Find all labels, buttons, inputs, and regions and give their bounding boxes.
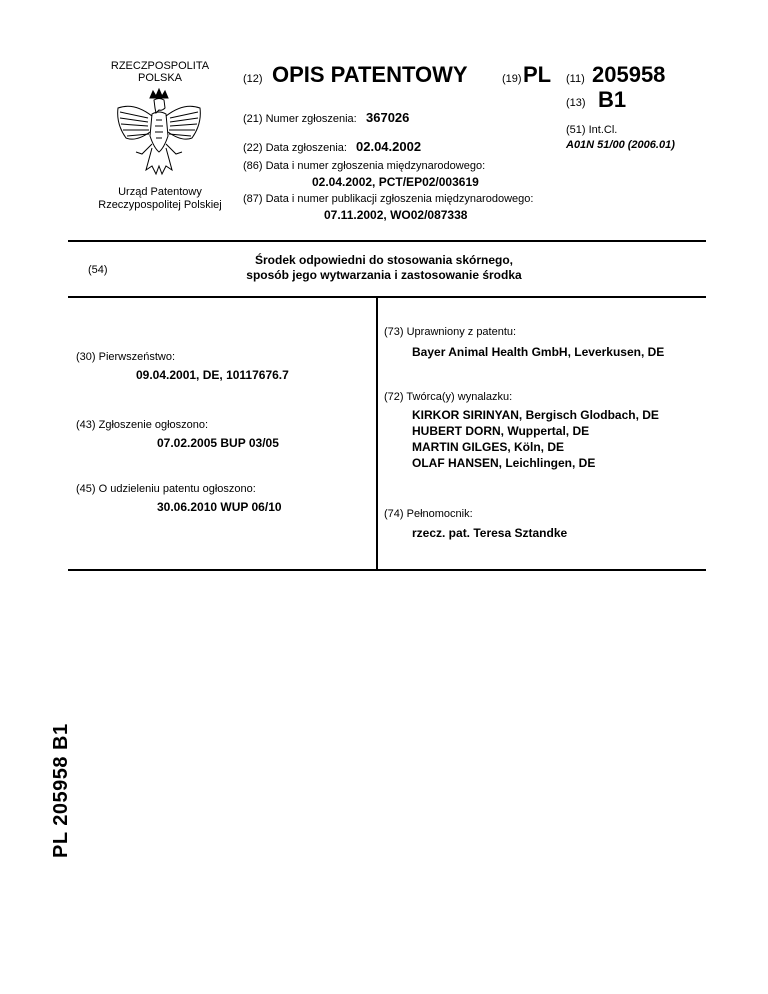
code-54: (54) <box>88 264 108 276</box>
field-22-value: 02.04.2002 <box>356 139 422 154</box>
country-code: PL <box>523 62 552 87</box>
kind-code: B1 <box>598 87 627 112</box>
polish-eagle-emblem <box>112 86 206 178</box>
field-73-label: (73) Uprawniony z patentu: <box>384 326 517 338</box>
patent-number: 205958 <box>592 62 666 87</box>
field-43-value: 07.02.2005 BUP 03/05 <box>157 436 279 450</box>
field-45-value: 30.06.2010 WUP 06/10 <box>157 500 282 514</box>
field-74-label: (74) Pełnomocnik: <box>384 508 473 520</box>
field-21-value: 367026 <box>366 110 410 125</box>
field-86-value: 02.04.2002, PCT/EP02/003619 <box>312 175 479 189</box>
field-86-label: (86) Data i numer zgłoszenia międzynarodowego: <box>243 160 486 172</box>
field-22-label: (22) Data zgłoszenia: <box>243 142 347 154</box>
inventor-3: MARTIN GILGES, Köln, DE <box>412 440 564 454</box>
rule-vertical <box>376 296 378 570</box>
field-72-label: (72) Twórca(y) wynalazku: <box>384 391 513 403</box>
inventor-2: HUBERT DORN, Wuppertal, DE <box>412 424 590 438</box>
field-43-label: (43) Zgłoszenie ogłoszono: <box>76 419 209 431</box>
rule-bottom <box>68 569 706 571</box>
country-name-line1: RZECZPOSPOLITA <box>110 60 210 72</box>
field-51-label: (51) Int.Cl. <box>566 124 618 136</box>
field-45-label: (45) O udzieleniu patentu ogłoszono: <box>76 483 256 495</box>
field-74-value: rzecz. pat. Teresa Sztandke <box>412 526 568 540</box>
field-87-value: 07.11.2002, WO02/087338 <box>324 208 468 222</box>
inventor-1: KIRKOR SIRINYAN, Bergisch Glodbach, DE <box>412 408 659 422</box>
rule-middle <box>68 296 706 298</box>
side-patent-id: PL 205958 B1 <box>50 723 72 858</box>
field-51-value: A01N 51/00 (2006.01) <box>566 139 675 151</box>
title-line2: sposób jego wytwarzania i zastosowanie środka <box>246 268 522 282</box>
field-73-value: Bayer Animal Health GmbH, Leverkusen, DE <box>412 345 665 359</box>
code-12: (12) <box>243 73 263 85</box>
document-type: OPIS PATENTOWY <box>272 62 468 87</box>
field-30-value: 09.04.2001, DE, 10117676.7 <box>136 368 289 382</box>
rule-top <box>68 240 706 242</box>
field-87-label: (87) Data i numer publikacji zgłoszenia międzynarodowego: <box>243 193 534 205</box>
field-21-label: (21) Numer zgłoszenia: <box>243 113 357 125</box>
field-30-label: (30) Pierwszeństwo: <box>76 351 176 363</box>
country-name-line2: POLSKA <box>137 72 183 84</box>
code-13: (13) <box>566 97 586 109</box>
inventor-4: OLAF HANSEN, Leichlingen, DE <box>412 456 596 470</box>
code-19: (19) <box>502 73 522 85</box>
title-line1: Środek odpowiedni do stosowania skórnego, <box>254 253 514 267</box>
office-name-line2: Rzeczypospolitej Polskiej <box>98 199 222 211</box>
office-name-line1: Urząd Patentowy <box>118 186 202 198</box>
code-11: (11) <box>566 73 585 85</box>
